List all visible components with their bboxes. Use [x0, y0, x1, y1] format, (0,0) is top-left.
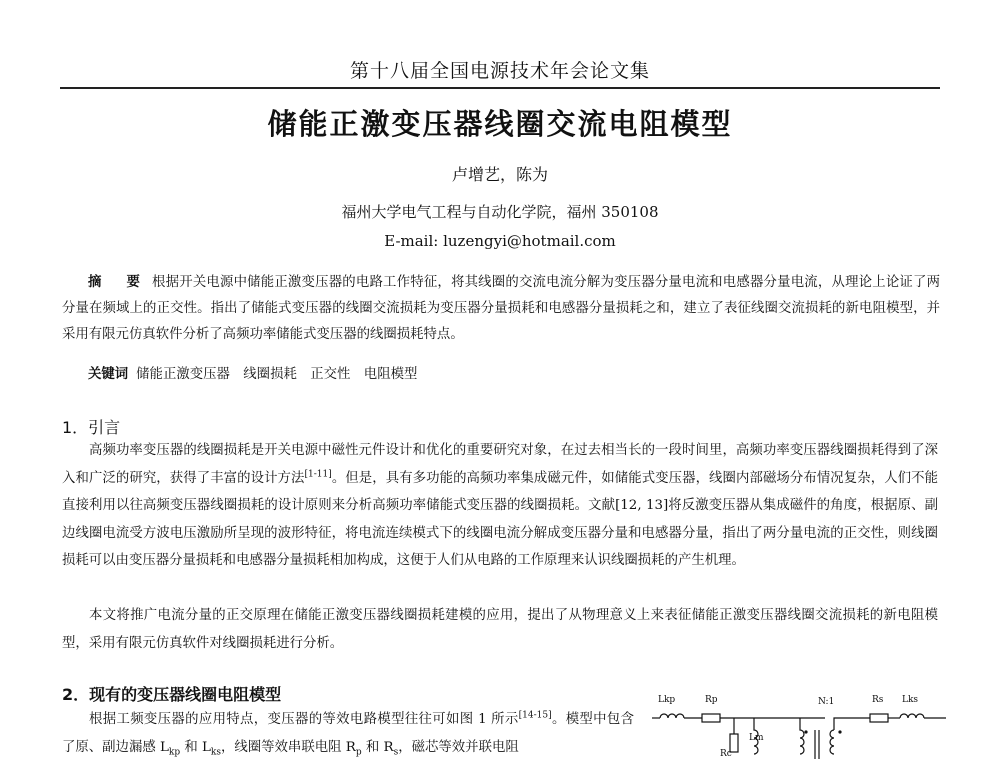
paper-title: 储能正激变压器线圈交流电阻模型 [267, 107, 733, 141]
paragraph-text: ，线圈等效串联电阻 R [220, 739, 356, 755]
citation: [1-11] [304, 469, 332, 480]
section-2-heading: 2．现有的变压器线圈电阻模型 [62, 685, 282, 704]
abstract [62, 269, 940, 348]
keywords [88, 363, 938, 382]
citation: [14-15] [518, 710, 552, 721]
dot-secondary [838, 730, 841, 733]
keywords-items: 储能正激变压器 线圈损耗 正交性 电阻模型 [136, 367, 418, 382]
circuit-figure-1 [650, 690, 950, 759]
label-lm: Lm [749, 733, 764, 743]
affiliation: 福州大学电气工程与自动化学院，福州 350108 [341, 203, 659, 221]
section-1-paragraph-1 [62, 437, 938, 575]
label-rp: Rp [705, 695, 718, 705]
subscript: s [393, 747, 399, 758]
subscript: p [355, 747, 362, 758]
paragraph-text: 。但是，具有多功能的高频功率集成磁元件，如储能式变压器，线圈内部磁场分布情况复杂，人们不能直接利用以往高频变压器线圈损耗的设计原则来分析高频功率储能式变压器的线圈损耗。文献[12, 13]将反激变压器从集成磁件的角度，根据原、副边线圈电流受方波电压激励所呈现的波形特征，将电流连续模式下的线圈电流分解成变压器分量和电感器分量，指出了两分量电流的正交性，则线圈损耗可以由变压器分量损耗和电感器分量损耗相加构成，这便于人们从电路的工作原理来认识线圈损耗的产生机理。 [62, 470, 938, 568]
authors: 卢增艺，陈为 [451, 165, 548, 184]
header-rule [60, 87, 940, 89]
abstract-label: 摘 要 [88, 274, 151, 290]
section-2-paragraph-1 [62, 706, 634, 761]
label-ratio: N:1 [818, 697, 835, 707]
label-lkp: Lkp [658, 695, 676, 705]
abstract-text: 根据开关电源中储能正激变压器的电路工作特征，将其线圈的交流电流分解为变压器分量电流和电感器分量电流，从理论上论证了两分量在频域上的正交性。指出了储能式变压器的线圈交流损耗为变压器分量损耗和电感器分量损耗之和，建立了表征线圈交流损耗的新电阻模型，并采用有限元仿真软件分析了高频功率储能式变压器的线圈损耗特点。 [62, 275, 940, 342]
keywords-label: 关键词 [88, 366, 129, 382]
paragraph-text: 。模型中包含了原、副边漏感 L [62, 712, 635, 755]
paragraph-text: 和 L [180, 739, 211, 755]
paragraph-text: ，磁芯等效并联电阻 [398, 739, 519, 755]
email[interactable]: E-mail: luzengyi@hotmail.com [384, 232, 616, 250]
label-rs: Rs [872, 695, 884, 705]
dot-primary [804, 730, 807, 733]
section-1-heading: 1．引言 [62, 418, 121, 437]
subscript: kp [168, 747, 181, 758]
label-rc: Rc [720, 749, 732, 759]
paragraph-text: 高频功率变压器的线圈损耗是开关电源中磁性元件设计和优化的重要研究对象，在过去相当长的一段时间里，高频功率变压器线圈损耗得到了深入和广泛的研究，获得了丰富的设计方法 [62, 443, 938, 486]
paragraph-text: 根据工频变压器的应用特点，变压器的等效电路模型往往可如图 1 所示 [89, 712, 519, 727]
section-1-paragraph-2: 本文将推广电流分量的正交原理在储能正激变压器线圈损耗建模的应用，提出了从物理意义上来表征储能正激变压器线圈交流损耗的新电阻模型，采用有限元仿真软件对线圈损耗进行分析。 [62, 608, 938, 651]
label-lks: Lks [902, 695, 919, 705]
circuit-wires [652, 714, 946, 759]
subscript: ks [210, 747, 221, 758]
paragraph-text: 和 R [361, 739, 394, 755]
running-header: 第十八届全国电源技术年会论文集 [349, 60, 650, 82]
